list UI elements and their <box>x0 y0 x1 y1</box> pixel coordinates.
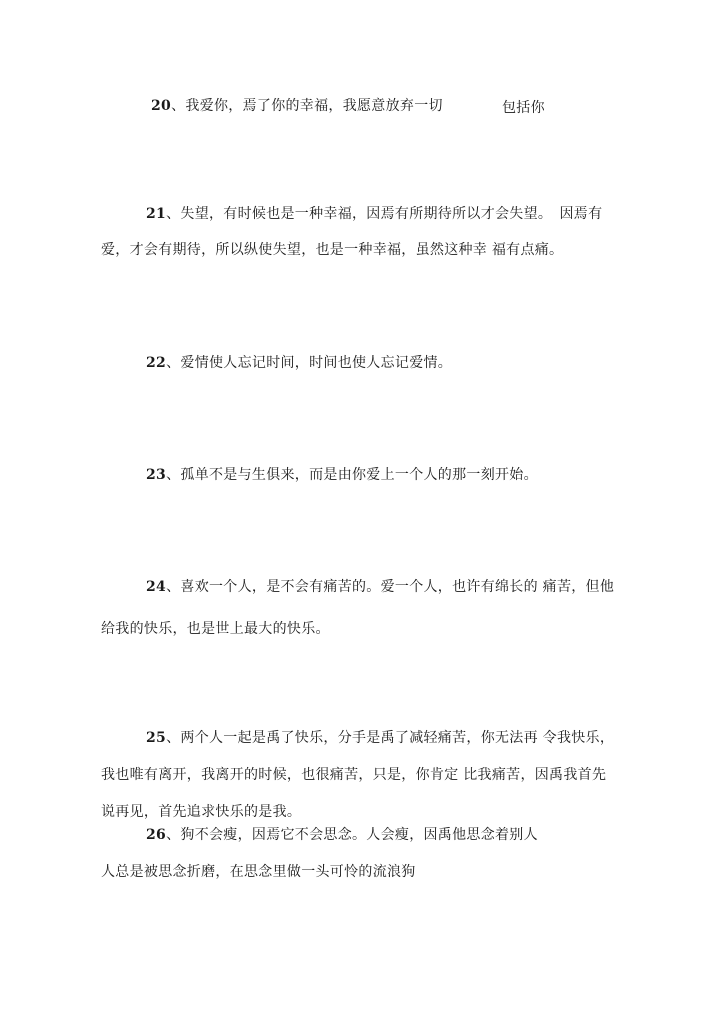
entry-20-text: 、我爱你，焉了你的幸福，我愿意放弃一切 <box>171 98 443 114</box>
entry-21-line-2: 爱，才会有期待，所以纵使失望，也是一种幸福，虽然这种幸 福有点痛。 <box>101 242 564 258</box>
entry-26-number: 26 <box>146 827 167 843</box>
entry-20-number: 20 <box>151 98 172 114</box>
entry-21-number: 21 <box>146 206 167 222</box>
entry-26-line-1 <box>146 826 538 844</box>
entry-23-number: 23 <box>146 467 167 483</box>
entry-24-line-1 <box>146 578 614 596</box>
entry-23-line-1 <box>146 466 538 484</box>
entry-26-line-2: 人总是被思念折磨，在思念里做一头可怜的流浪狗 <box>101 864 416 880</box>
entry-24-line-2: 给我的快乐，也是世上最大的快乐。 <box>101 621 330 637</box>
entry-24-number: 24 <box>146 579 167 595</box>
entry-21-line-1 <box>146 205 602 223</box>
entry-22-text: 、爱情使人忘记时间，时间也使人忘记爱情。 <box>166 355 453 371</box>
entry-20-line-1 <box>151 97 443 115</box>
entry-22-number: 22 <box>146 355 167 371</box>
entry-25-line-3: 说再见，首先追求快乐的是我。 <box>101 804 302 820</box>
entry-22-line-1 <box>146 354 452 372</box>
entry-25-line-2: 我也唯有离开，我离开的时候，也很痛苦，只是，你肯定 比我痛苦，因禹我首先 <box>101 767 607 783</box>
entry-23-text: 、孤单不是与生俱来，而是由你爱上一个人的那一刻开始。 <box>166 467 538 483</box>
entry-21-text: 、失望，有时候也是一种幸福，因焉有所期待所以才会失望。 因焉有 <box>166 206 603 222</box>
entry-24-text: 、喜欢一个人，是不会有痛苦的。爱一个人，也许有绵长的 痛苦，但他 <box>166 579 615 595</box>
entry-26-text: 、狗不会瘦，因焉它不会思念。人会瘦，因禹他思念着别人 <box>166 827 538 843</box>
entry-20-extra: 包括你 <box>502 100 545 116</box>
entry-25-number: 25 <box>146 730 167 746</box>
entry-25-text: 、两个人一起是禹了快乐，分手是禹了减轻痛苦，你无法再 令我快乐， <box>166 730 615 746</box>
entry-25-line-1 <box>146 729 614 747</box>
